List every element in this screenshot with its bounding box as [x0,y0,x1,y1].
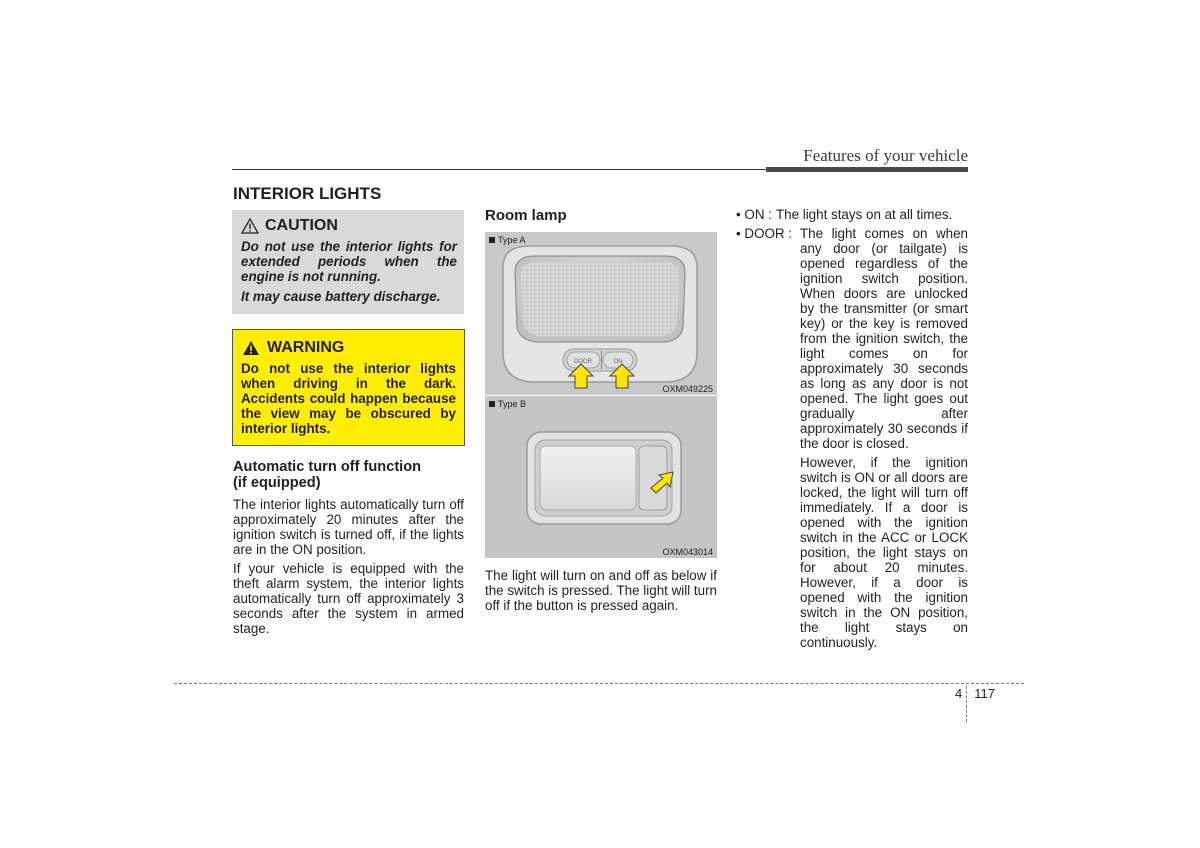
mode-door-paragraph: However, if the ignition switch is ON or all doors are locked, the light will turn off immediately. If a door is opened with the ignition switch in the ACC or LOCK position, the light stays on for about 20 minutes. However, if a door is opened with the ignition switch in the ON position, the light stays on continuously. [800,455,968,650]
mode-on-item [736,207,968,222]
room-lamp-type-b-illustration [485,396,717,558]
header-rule-accent [766,167,968,172]
figure-a-label [489,235,526,245]
figure-b-label-text: Type B [498,399,527,409]
door-button-label: DOOR [574,359,592,365]
auto-off-heading-line: (if equipped) [233,475,321,491]
figure-b-label [489,399,526,409]
caution-box [232,210,464,314]
figure-b-code: OXM043014 [662,547,713,557]
mode-door-term: • DOOR : [736,226,793,241]
auto-off-heading [233,459,465,491]
mode-on-description: The light stays on at all times. [775,207,953,222]
figure-type-a [485,232,717,395]
caution-title: CAUTION [265,217,338,234]
lamp-modes-list [736,207,968,654]
footer-rule [174,683,1024,684]
warning-triangle-icon [242,340,260,356]
auto-off-heading-line: Automatic turn off function [233,459,422,475]
mode-on-term: • ON : [736,207,772,222]
caution-text [241,239,457,309]
caution-line: Do not use the interior lights for extended periods when the engine is not running. [241,239,457,284]
caution-line: It may cause battery discharge. [241,289,441,304]
room-lamp-heading: Room lamp [485,207,567,224]
page-number [955,686,995,701]
square-bullet-icon [489,237,495,243]
room-lamp-description: The light will turn on and off as below if the switch is pressed. The light will turn off if the button is pressed again. [485,568,717,613]
mode-door-item [736,226,968,241]
warning-text: Do not use the interior lights when driving in the dark. Accidents could happen because the view may be obscured by interior lights. [241,361,456,436]
page-number-value: 117 [974,686,995,701]
caution-heading [241,217,338,235]
warning-box [232,329,465,446]
figure-a-code: OXM049225 [662,384,713,394]
mode-door-paragraph: any door (or tailgate) is opened regardless of the ignition switch position. When doors are unlocked by the transmitter (or smart key) or the key is removed from the ignition switch, the light comes on for approximately 30 seconds as long as any door is not opened. The light goes out gradually after approximately 30 seconds if the door is closed. [800,241,968,451]
caution-triangle-icon [241,218,259,234]
figure-type-b [485,396,717,558]
figure-a-label-text: Type A [498,235,526,245]
auto-off-paragraph: The interior lights automatically turn off approximately 20 minutes after the ignition switch is turned off, if the lights are in the ON position. [233,497,464,557]
theft-alarm-paragraph: If your vehicle is equipped with the theft alarm system, the interior lights automatically turn off approximately 3 seconds after the system in armed stage. [233,561,464,636]
room-lamp-type-a-illustration [485,232,717,395]
chapter-number: 4 [955,686,963,701]
warning-title: WARNING [267,339,345,356]
section-title: INTERIOR LIGHTS [233,184,382,203]
running-header: Features of your vehicle [803,146,968,165]
on-button-label: ON [613,359,623,365]
square-bullet-icon [489,401,495,407]
mode-door-description [800,241,968,650]
mode-door-first-line: The light comes on when [800,226,968,241]
warning-heading [242,339,344,357]
